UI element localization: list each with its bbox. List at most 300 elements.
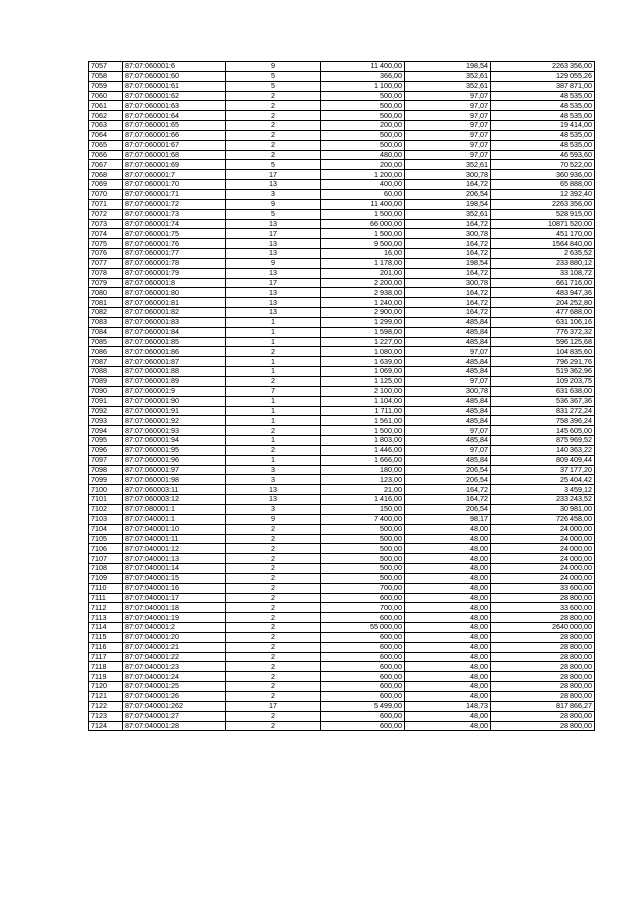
cadastral-value-cell: 24 000,00: [491, 573, 595, 583]
area-cell: 700,00: [321, 603, 405, 613]
row-number-cell: 7109: [89, 573, 123, 583]
group-code-cell: 2: [226, 721, 321, 731]
specific-value-cell: 97,07: [405, 130, 491, 140]
cadastral-number-cell: 87:07:040001:16: [123, 583, 226, 593]
table-row: [89, 465, 595, 475]
cadastral-value-cell: 24 000,00: [491, 534, 595, 544]
area-cell: 366,00: [321, 71, 405, 81]
cadastral-value-cell: 28 800,00: [491, 682, 595, 692]
area-cell: 1 639,00: [321, 357, 405, 367]
table-row: [89, 101, 595, 111]
cadastral-number-cell: 87:07:060001:80: [123, 288, 226, 298]
specific-value-cell: 48,00: [405, 544, 491, 554]
group-code-cell: 3: [226, 475, 321, 485]
cadastral-number-cell: 87:07:040001:10: [123, 524, 226, 534]
area-cell: 1 227,00: [321, 337, 405, 347]
cadastral-value-cell: 33 108,72: [491, 268, 595, 278]
table-row: [89, 426, 595, 436]
row-number-cell: 7094: [89, 426, 123, 436]
table-row: [89, 701, 595, 711]
table-row: [89, 692, 595, 702]
area-cell: 500,00: [321, 554, 405, 564]
row-number-cell: 7121: [89, 692, 123, 702]
cadastral-number-cell: 87:07:040001:17: [123, 593, 226, 603]
group-code-cell: 2: [226, 347, 321, 357]
row-number-cell: 7058: [89, 71, 123, 81]
cadastral-number-cell: 87:07:060001:67: [123, 140, 226, 150]
specific-value-cell: 97,07: [405, 121, 491, 131]
specific-value-cell: 97,07: [405, 101, 491, 111]
cadastral-number-cell: 87:07:040001:12: [123, 544, 226, 554]
row-number-cell: 7087: [89, 357, 123, 367]
cadastral-value-cell: 1564 840,00: [491, 239, 595, 249]
row-number-cell: 7091: [89, 396, 123, 406]
table-row: [89, 613, 595, 623]
group-code-cell: 17: [226, 229, 321, 239]
row-number-cell: 7110: [89, 583, 123, 593]
cadastral-number-cell: 87:07:060001:71: [123, 189, 226, 199]
cadastral-value-cell: 233 880,12: [491, 258, 595, 268]
cadastral-number-cell: 87:07:040001:25: [123, 682, 226, 692]
cadastral-value-cell: 48 535,00: [491, 130, 595, 140]
area-cell: 1 803,00: [321, 436, 405, 446]
specific-value-cell: 97,07: [405, 426, 491, 436]
row-number-cell: 7071: [89, 199, 123, 209]
area-cell: 1 125,00: [321, 377, 405, 387]
cadastral-value-cell: 596 125,68: [491, 337, 595, 347]
specific-value-cell: 206,54: [405, 475, 491, 485]
table-row: [89, 219, 595, 229]
table-row: [89, 632, 595, 642]
cadastral-number-cell: 87:07:040001:20: [123, 632, 226, 642]
specific-value-cell: 48,00: [405, 524, 491, 534]
group-code-cell: 2: [226, 111, 321, 121]
specific-value-cell: 48,00: [405, 603, 491, 613]
area-cell: 600,00: [321, 613, 405, 623]
cadastral-number-cell: 87:07:040001:23: [123, 662, 226, 672]
table-row: [89, 209, 595, 219]
cadastral-number-cell: 87:07:060001:90: [123, 396, 226, 406]
group-code-cell: 1: [226, 317, 321, 327]
row-number-cell: 7097: [89, 455, 123, 465]
specific-value-cell: 485,84: [405, 406, 491, 416]
specific-value-cell: 352,61: [405, 81, 491, 91]
specific-value-cell: 48,00: [405, 583, 491, 593]
area-cell: 400,00: [321, 180, 405, 190]
group-code-cell: 2: [226, 554, 321, 564]
cadastral-number-cell: 87:07:060001:64: [123, 111, 226, 121]
cadastral-value-cell: 140 363,22: [491, 445, 595, 455]
specific-value-cell: 97,07: [405, 91, 491, 101]
row-number-cell: 7077: [89, 258, 123, 268]
cadastral-number-cell: 87:07:060001:92: [123, 416, 226, 426]
area-cell: 500,00: [321, 524, 405, 534]
row-number-cell: 7124: [89, 721, 123, 731]
specific-value-cell: 352,61: [405, 71, 491, 81]
area-cell: 16,00: [321, 249, 405, 259]
specific-value-cell: 198,54: [405, 258, 491, 268]
row-number-cell: 7079: [89, 278, 123, 288]
table-row: [89, 239, 595, 249]
specific-value-cell: 97,07: [405, 111, 491, 121]
table-row: [89, 121, 595, 131]
area-cell: 2 200,00: [321, 278, 405, 288]
specific-value-cell: 97,07: [405, 347, 491, 357]
group-code-cell: 2: [226, 623, 321, 633]
specific-value-cell: 48,00: [405, 652, 491, 662]
cadastral-value-cell: 758 396,24: [491, 416, 595, 426]
area-cell: 1 240,00: [321, 298, 405, 308]
table-row: [89, 564, 595, 574]
specific-value-cell: 48,00: [405, 682, 491, 692]
cadastral-value-cell: 661 716,00: [491, 278, 595, 288]
cadastral-number-cell: 87:07:060001:97: [123, 465, 226, 475]
cadastral-value-cell: 28 800,00: [491, 652, 595, 662]
row-number-cell: 7059: [89, 81, 123, 91]
row-number-cell: 7078: [89, 268, 123, 278]
table-row: [89, 672, 595, 682]
row-number-cell: 7083: [89, 317, 123, 327]
cadastral-value-cell: 24 000,00: [491, 544, 595, 554]
specific-value-cell: 48,00: [405, 711, 491, 721]
cadastral-value-cell: 2263 356,00: [491, 62, 595, 72]
cadastral-number-cell: 87:07:060003:12: [123, 495, 226, 505]
area-cell: 500,00: [321, 130, 405, 140]
cadastral-number-cell: 87:07:060001:88: [123, 367, 226, 377]
area-cell: 600,00: [321, 721, 405, 731]
area-cell: 200,00: [321, 160, 405, 170]
cadastral-value-cell: 483 947,36: [491, 288, 595, 298]
area-cell: 201,00: [321, 268, 405, 278]
table-row: [89, 377, 595, 387]
row-number-cell: 7073: [89, 219, 123, 229]
cadastral-value-cell: 875 969,52: [491, 436, 595, 446]
table-row: [89, 357, 595, 367]
row-number-cell: 7108: [89, 564, 123, 574]
area-cell: 600,00: [321, 652, 405, 662]
cadastral-number-cell: 87:07:040001:26: [123, 692, 226, 702]
area-cell: 600,00: [321, 642, 405, 652]
group-code-cell: 5: [226, 160, 321, 170]
cadastral-number-cell: 87:07:060001:86: [123, 347, 226, 357]
cadastral-value-cell: 519 362,96: [491, 367, 595, 377]
specific-value-cell: 164,72: [405, 298, 491, 308]
cadastral-number-cell: 87:07:060001:98: [123, 475, 226, 485]
row-number-cell: 7065: [89, 140, 123, 150]
row-number-cell: 7080: [89, 288, 123, 298]
area-cell: 600,00: [321, 711, 405, 721]
row-number-cell: 7075: [89, 239, 123, 249]
specific-value-cell: 485,84: [405, 327, 491, 337]
table-row: [89, 130, 595, 140]
group-code-cell: 2: [226, 642, 321, 652]
group-code-cell: 2: [226, 91, 321, 101]
table-row: [89, 445, 595, 455]
row-number-cell: 7118: [89, 662, 123, 672]
table-row: [89, 396, 595, 406]
group-code-cell: 9: [226, 62, 321, 72]
area-cell: 700,00: [321, 583, 405, 593]
cadastral-value-cell: 109 203,75: [491, 377, 595, 387]
group-code-cell: 1: [226, 367, 321, 377]
row-number-cell: 7060: [89, 91, 123, 101]
table-row: [89, 170, 595, 180]
group-code-cell: 2: [226, 101, 321, 111]
group-code-cell: 2: [226, 564, 321, 574]
group-code-cell: 13: [226, 298, 321, 308]
cadastral-number-cell: 87:07:060001:83: [123, 317, 226, 327]
area-cell: 500,00: [321, 573, 405, 583]
cadastral-value-cell: 28 800,00: [491, 662, 595, 672]
specific-value-cell: 48,00: [405, 672, 491, 682]
group-code-cell: 2: [226, 632, 321, 642]
cadastral-number-cell: 87:07:040001:27: [123, 711, 226, 721]
row-number-cell: 7122: [89, 701, 123, 711]
group-code-cell: 17: [226, 701, 321, 711]
table-row: [89, 495, 595, 505]
row-number-cell: 7063: [89, 121, 123, 131]
area-cell: 480,00: [321, 150, 405, 160]
group-code-cell: 5: [226, 71, 321, 81]
area-cell: 2 900,00: [321, 308, 405, 318]
table-row: [89, 642, 595, 652]
cadastral-number-cell: 87:07:060001:60: [123, 71, 226, 81]
specific-value-cell: 48,00: [405, 613, 491, 623]
group-code-cell: 9: [226, 258, 321, 268]
row-number-cell: 7113: [89, 613, 123, 623]
specific-value-cell: 164,72: [405, 219, 491, 229]
specific-value-cell: 352,61: [405, 160, 491, 170]
cadastral-value-cell: 24 000,00: [491, 564, 595, 574]
row-number-cell: 7090: [89, 386, 123, 396]
cadastral-number-cell: 87:07:060001:69: [123, 160, 226, 170]
group-code-cell: 1: [226, 455, 321, 465]
cadastral-value-cell: 631 106,16: [491, 317, 595, 327]
table-row: [89, 347, 595, 357]
cadastral-number-cell: 87:07:060001:91: [123, 406, 226, 416]
group-code-cell: 9: [226, 199, 321, 209]
group-code-cell: 2: [226, 377, 321, 387]
group-code-cell: 2: [226, 445, 321, 455]
cadastral-number-cell: 87:07:060001:77: [123, 249, 226, 259]
specific-value-cell: 148,73: [405, 701, 491, 711]
cadastral-value-cell: 48 535,00: [491, 111, 595, 121]
group-code-cell: 2: [226, 711, 321, 721]
specific-value-cell: 48,00: [405, 642, 491, 652]
specific-value-cell: 97,07: [405, 377, 491, 387]
cadastral-number-cell: 87:07:060001:8: [123, 278, 226, 288]
row-number-cell: 7067: [89, 160, 123, 170]
table-row: [89, 475, 595, 485]
group-code-cell: 1: [226, 416, 321, 426]
row-number-cell: 7101: [89, 495, 123, 505]
cadastral-number-cell: 87:07:060001:62: [123, 91, 226, 101]
cadastral-number-cell: 87:07:040001:2: [123, 623, 226, 633]
area-cell: 600,00: [321, 672, 405, 682]
area-cell: 5 499,00: [321, 701, 405, 711]
table-row: [89, 711, 595, 721]
area-cell: 123,00: [321, 475, 405, 485]
group-code-cell: 2: [226, 544, 321, 554]
area-cell: 66 000,00: [321, 219, 405, 229]
group-code-cell: 5: [226, 81, 321, 91]
cadastral-number-cell: 87:07:040001:262: [123, 701, 226, 711]
specific-value-cell: 300,78: [405, 386, 491, 396]
table-row: [89, 524, 595, 534]
cadastral-number-cell: 87:07:060001:84: [123, 327, 226, 337]
specific-value-cell: 485,84: [405, 396, 491, 406]
cadastral-number-cell: 87:07:060001:70: [123, 180, 226, 190]
group-code-cell: 1: [226, 406, 321, 416]
table-row: [89, 229, 595, 239]
area-cell: 1 069,00: [321, 367, 405, 377]
row-number-cell: 7114: [89, 623, 123, 633]
cadastral-number-cell: 87:07:060001:85: [123, 337, 226, 347]
cadastral-number-cell: 87:07:060001:96: [123, 455, 226, 465]
area-cell: 500,00: [321, 91, 405, 101]
table-row: [89, 514, 595, 524]
area-cell: 1 200,00: [321, 170, 405, 180]
cadastral-number-cell: 87:07:060001:76: [123, 239, 226, 249]
cadastral-value-cell: 387 871,00: [491, 81, 595, 91]
cadastral-number-cell: 87:07:060001:9: [123, 386, 226, 396]
row-number-cell: 7081: [89, 298, 123, 308]
cadastral-number-cell: 87:07:040001:14: [123, 564, 226, 574]
area-cell: 1 104,00: [321, 396, 405, 406]
group-code-cell: 2: [226, 692, 321, 702]
table-row: [89, 62, 595, 72]
cadastral-number-cell: 87:07:040001:19: [123, 613, 226, 623]
cadastral-value-cell: 19 414,00: [491, 121, 595, 131]
cadastral-value-cell: 30 981,00: [491, 504, 595, 514]
specific-value-cell: 48,00: [405, 632, 491, 642]
row-number-cell: 7099: [89, 475, 123, 485]
row-number-cell: 7112: [89, 603, 123, 613]
table-row: [89, 189, 595, 199]
cadastral-value-cell: 10871 520,00: [491, 219, 595, 229]
table-row: [89, 327, 595, 337]
cadastral-value-cell: 46 593,60: [491, 150, 595, 160]
cadastral-value-cell: 360 936,00: [491, 170, 595, 180]
cadastral-value-cell: 451 170,00: [491, 229, 595, 239]
specific-value-cell: 48,00: [405, 692, 491, 702]
group-code-cell: 2: [226, 662, 321, 672]
row-number-cell: 7106: [89, 544, 123, 554]
table-row: [89, 544, 595, 554]
specific-value-cell: 48,00: [405, 623, 491, 633]
row-number-cell: 7070: [89, 189, 123, 199]
table-row: [89, 268, 595, 278]
cadastral-number-cell: 87:07:060001:75: [123, 229, 226, 239]
cadastral-value-cell: 37 177,20: [491, 465, 595, 475]
group-code-cell: 2: [226, 140, 321, 150]
row-number-cell: 7096: [89, 445, 123, 455]
table-row: [89, 337, 595, 347]
group-code-cell: 13: [226, 219, 321, 229]
area-cell: 1 299,00: [321, 317, 405, 327]
cadastral-number-cell: 87:07:060003:11: [123, 485, 226, 495]
area-cell: 1 416,00: [321, 495, 405, 505]
cadastral-value-cell: 12 392,40: [491, 189, 595, 199]
table-row: [89, 249, 595, 259]
row-number-cell: 7066: [89, 150, 123, 160]
row-number-cell: 7069: [89, 180, 123, 190]
cadastral-number-cell: 87:07:060001:6: [123, 62, 226, 72]
group-code-cell: 3: [226, 189, 321, 199]
area-cell: 1 446,00: [321, 445, 405, 455]
row-number-cell: 7120: [89, 682, 123, 692]
area-cell: 500,00: [321, 544, 405, 554]
row-number-cell: 7084: [89, 327, 123, 337]
area-cell: 9 500,00: [321, 239, 405, 249]
row-number-cell: 7111: [89, 593, 123, 603]
table-row: [89, 485, 595, 495]
area-cell: 500,00: [321, 140, 405, 150]
cadastral-value-cell: 25 404,42: [491, 475, 595, 485]
row-number-cell: 7064: [89, 130, 123, 140]
area-cell: 11 400,00: [321, 199, 405, 209]
specific-value-cell: 164,72: [405, 485, 491, 495]
area-cell: 2 100,00: [321, 386, 405, 396]
cadastral-value-cell: 28 800,00: [491, 672, 595, 682]
cadastral-number-cell: 87:07:040001:1: [123, 514, 226, 524]
specific-value-cell: 164,72: [405, 308, 491, 318]
area-cell: 1 178,00: [321, 258, 405, 268]
group-code-cell: 13: [226, 308, 321, 318]
row-number-cell: 7105: [89, 534, 123, 544]
specific-value-cell: 97,07: [405, 150, 491, 160]
specific-value-cell: 98,17: [405, 514, 491, 524]
area-cell: 1 080,00: [321, 347, 405, 357]
specific-value-cell: 352,61: [405, 209, 491, 219]
cadastral-number-cell: 87:07:060001:68: [123, 150, 226, 160]
group-code-cell: 13: [226, 180, 321, 190]
cadastral-value-cell: 28 800,00: [491, 593, 595, 603]
row-number-cell: 7103: [89, 514, 123, 524]
specific-value-cell: 164,72: [405, 288, 491, 298]
row-number-cell: 7100: [89, 485, 123, 495]
row-number-cell: 7116: [89, 642, 123, 652]
group-code-cell: 2: [226, 603, 321, 613]
group-code-cell: 17: [226, 170, 321, 180]
row-number-cell: 7107: [89, 554, 123, 564]
area-cell: 600,00: [321, 593, 405, 603]
row-number-cell: 7085: [89, 337, 123, 347]
area-cell: 500,00: [321, 101, 405, 111]
table-row: [89, 583, 595, 593]
table-row: [89, 199, 595, 209]
area-cell: 1 666,00: [321, 455, 405, 465]
cadastral-value-cell: 204 252,80: [491, 298, 595, 308]
table-row: [89, 593, 595, 603]
group-code-cell: 13: [226, 249, 321, 259]
row-number-cell: 7093: [89, 416, 123, 426]
row-number-cell: 7074: [89, 229, 123, 239]
group-code-cell: 1: [226, 396, 321, 406]
cadastral-value-cell: 809 409,44: [491, 455, 595, 465]
group-code-cell: 2: [226, 573, 321, 583]
row-number-cell: 7068: [89, 170, 123, 180]
specific-value-cell: 485,84: [405, 416, 491, 426]
table-row: [89, 534, 595, 544]
specific-value-cell: 97,07: [405, 445, 491, 455]
cadastral-number-cell: 87:07:040001:28: [123, 721, 226, 731]
row-number-cell: 7104: [89, 524, 123, 534]
specific-value-cell: 206,54: [405, 465, 491, 475]
cadastral-value-cell: 2263 356,00: [491, 199, 595, 209]
group-code-cell: 3: [226, 504, 321, 514]
specific-value-cell: 48,00: [405, 554, 491, 564]
